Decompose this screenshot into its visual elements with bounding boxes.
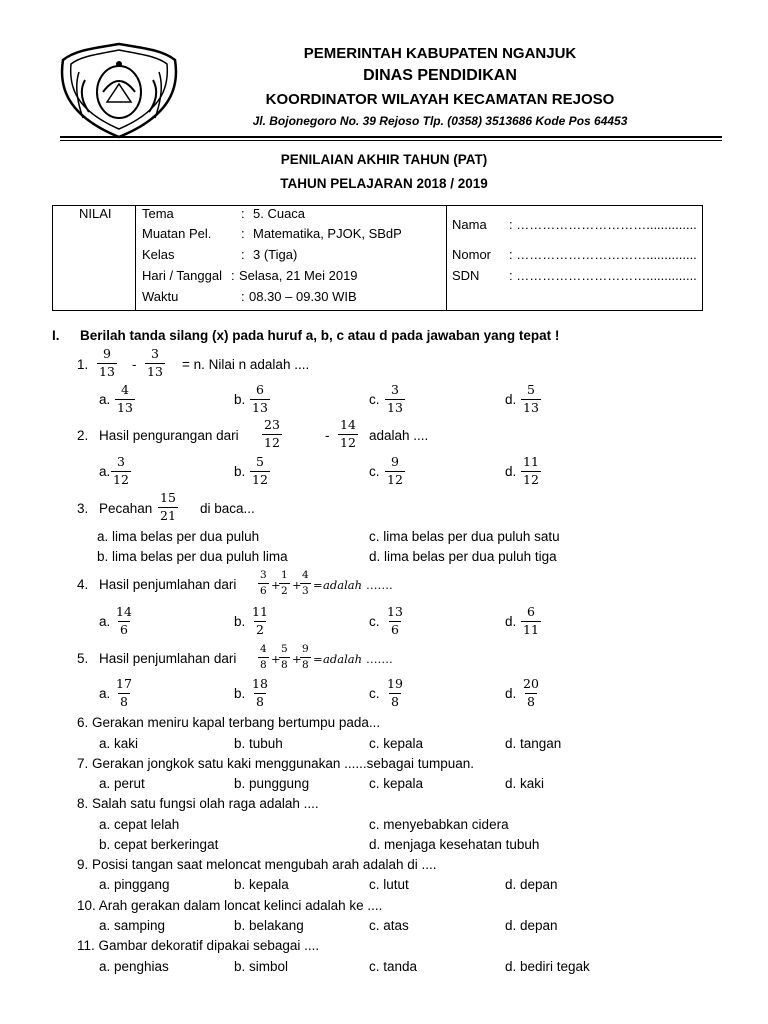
option-c[interactable]: c. kepala <box>369 736 424 751</box>
option-fraction <box>250 678 270 708</box>
info-sep: : <box>241 247 245 262</box>
question-dots: ……. <box>366 652 393 666</box>
number-field[interactable]: : ………………………….............. <box>509 247 697 262</box>
numerator: 13 <box>387 604 403 619</box>
option-fraction <box>385 456 405 486</box>
question-tail: adalah <box>323 578 363 592</box>
fraction <box>97 348 117 378</box>
question-text: 6. Gerakan meniru kapal terbang bertumpu pada... <box>77 715 381 730</box>
denominator: 13 <box>523 399 539 415</box>
option-fraction <box>521 678 541 708</box>
option-label[interactable]: b. <box>234 392 246 407</box>
denominator: 13 <box>252 399 268 415</box>
info-label-class: Kelas <box>142 247 175 262</box>
option-fraction <box>385 384 405 414</box>
name-label: Nama <box>452 217 487 232</box>
numerator: 1 <box>281 569 288 581</box>
option-a[interactable]: a. kaki <box>99 736 139 751</box>
info-value-tema: 5. Cuaca <box>253 206 306 221</box>
denominator: 6 <box>390 621 399 637</box>
numerator: 4 <box>260 643 267 655</box>
numerator: 11 <box>523 454 539 469</box>
option-c[interactable]: c. tanda <box>369 959 418 974</box>
fraction <box>258 570 269 596</box>
info-sep: : <box>231 268 235 283</box>
denominator: 12 <box>252 471 268 487</box>
option-label[interactable]: a. <box>99 464 111 479</box>
option-d[interactable]: d. bediri tegak <box>505 959 590 974</box>
info-sep: : <box>241 289 245 304</box>
equals-sign: = <box>313 652 323 666</box>
numerator: 20 <box>523 676 539 691</box>
school-label: SDN <box>452 268 480 283</box>
numerator: 3 <box>116 454 125 469</box>
score-label: NILAI <box>79 206 112 221</box>
option-b[interactable]: b. lima belas per dua puluh lima <box>97 549 288 564</box>
option-b[interactable]: b. belakang <box>234 918 304 933</box>
denominator: 12 <box>523 471 539 487</box>
numerator: 5 <box>526 382 535 397</box>
question-text: 8. Salah satu fungsi olah raga adalah .... <box>77 796 319 811</box>
equals-sign: = <box>313 578 323 592</box>
option-label[interactable]: b. <box>234 686 246 701</box>
denominator: 2 <box>255 621 264 637</box>
option-b[interactable]: b. tubuh <box>234 736 283 751</box>
minus-sign: - <box>132 357 137 372</box>
option-label[interactable]: d. <box>505 464 517 479</box>
numerator: 14 <box>340 417 356 432</box>
option-a[interactable]: a. cepat lelah <box>99 817 180 832</box>
option-b[interactable]: b. simbol <box>234 959 289 974</box>
option-label[interactable]: d. <box>505 614 517 629</box>
fraction <box>258 644 269 670</box>
plus-sign: + <box>292 578 302 592</box>
question-number: 5. <box>77 651 89 666</box>
numerator: 6 <box>526 604 535 619</box>
header-rule-thick <box>60 136 722 138</box>
school-field[interactable]: : ………………………….............. <box>509 268 697 283</box>
name-field[interactable]: : ………………………….............. <box>509 217 697 232</box>
header-address: Jl. Bojonegoro No. 39 Rejoso Tlp. (0358) 3513686 Kode Pos 64453 <box>252 114 628 128</box>
denominator: 21 <box>160 507 176 523</box>
denominator: 8 <box>281 658 288 671</box>
numerator: 3 <box>150 346 159 361</box>
table-divider <box>135 206 136 310</box>
question-text: 9. Posisi tangan saat meloncat mengubah arah adalah di .... <box>77 857 437 872</box>
option-d[interactable]: d. menjaga kesehatan tubuh <box>369 837 540 852</box>
option-b[interactable]: b. cepat berkeringat <box>99 837 219 852</box>
numerator: 5 <box>255 454 264 469</box>
denominator: 3 <box>302 584 309 597</box>
denominator: 8 <box>255 693 264 709</box>
question-number: 4. <box>77 577 89 592</box>
option-label[interactable]: a. <box>99 686 111 701</box>
numerator: 9 <box>102 346 111 361</box>
option-a[interactable]: a. lima belas per dua puluh <box>97 529 260 544</box>
option-label[interactable]: b. <box>234 464 246 479</box>
question-tail: adalah .... <box>369 428 429 443</box>
option-c[interactable]: c. kepala <box>369 776 424 791</box>
option-label[interactable]: a. <box>99 392 111 407</box>
numerator: 15 <box>160 490 176 505</box>
denominator: 6 <box>119 621 128 637</box>
option-c[interactable]: c. lima belas per dua puluh satu <box>369 529 560 544</box>
plus-sign: + <box>271 652 281 666</box>
option-fraction <box>114 678 134 708</box>
option-label[interactable]: d. <box>505 686 517 701</box>
question-number: 1. <box>77 357 89 372</box>
question-number: 2. <box>77 428 89 443</box>
numerator: 17 <box>116 676 132 691</box>
option-d[interactable]: d. lima belas per dua puluh tiga <box>369 549 557 564</box>
info-sep: : <box>241 206 245 221</box>
denominator: 13 <box>117 399 133 415</box>
option-a[interactable]: a. samping <box>99 918 166 933</box>
option-label[interactable]: c. <box>369 464 380 479</box>
numerator: 19 <box>387 676 403 691</box>
numerator: 3 <box>390 382 399 397</box>
option-c[interactable]: c. menyebabkan cidera <box>369 817 509 832</box>
fraction <box>338 419 358 449</box>
numerator: 11 <box>252 604 268 619</box>
option-label[interactable]: c. <box>369 614 380 629</box>
option-fraction <box>385 678 405 708</box>
plus-sign: + <box>271 578 281 592</box>
numerator: 14 <box>116 604 132 619</box>
info-label-time: Waktu <box>142 289 179 304</box>
denominator: 12 <box>387 471 403 487</box>
fraction <box>158 492 178 522</box>
option-a[interactable]: a. pinggang <box>99 877 170 892</box>
numerator: 4 <box>120 382 129 397</box>
option-a[interactable]: a. perut <box>99 776 145 791</box>
denominator: 12 <box>113 471 129 487</box>
denominator: 8 <box>526 693 535 709</box>
option-fraction <box>250 606 270 636</box>
question-text: 7. Gerakan jongkok satu kaki menggunakan ......sebagai tumpuan. <box>77 756 474 771</box>
option-b[interactable]: b. kepala <box>234 877 289 892</box>
option-label[interactable]: b. <box>234 614 246 629</box>
option-fraction <box>250 456 270 486</box>
question-text: Hasil penjumlahan dari <box>99 577 237 592</box>
option-fraction <box>521 384 541 414</box>
question-dots: ……. <box>366 578 393 592</box>
option-fraction <box>250 384 270 414</box>
option-fraction <box>385 606 405 636</box>
plus-sign: + <box>292 652 302 666</box>
section-instruction: Berilah tanda silang (x) pada huruf a, b, c atau d pada jawaban yang tepat ! <box>80 328 560 343</box>
minus-sign: - <box>325 428 330 443</box>
info-label-tema: Tema <box>142 206 174 221</box>
question-text: 11. Gambar dekoratif dipakai sebagai .... <box>77 938 320 953</box>
fraction <box>145 348 165 378</box>
question-text: Pecahan <box>99 501 153 516</box>
option-label[interactable]: a. <box>99 614 111 629</box>
option-d[interactable]: d. depan <box>505 918 558 933</box>
exam-title: PENILAIAN AKHIR TAHUN (PAT) <box>280 152 488 167</box>
info-value-subject: Matematika, PJOK, SBdP <box>253 226 402 241</box>
table-divider <box>446 206 447 310</box>
numerator: 6 <box>255 382 264 397</box>
header-department: DINAS PENDIDIKAN <box>363 67 517 84</box>
numerator: 3 <box>260 569 267 581</box>
denominator: 8 <box>302 658 309 671</box>
question-text: = n. Nilai n adalah .... <box>182 357 310 372</box>
question-tail: di baca... <box>200 501 255 516</box>
denominator: 13 <box>387 399 403 415</box>
fraction <box>300 644 311 670</box>
option-c[interactable]: c. atas <box>369 918 409 933</box>
denominator: 8 <box>119 693 128 709</box>
exam-info-table <box>52 205 703 311</box>
numerator: 5 <box>281 643 288 655</box>
question-text: Hasil pengurangan dari <box>99 428 239 443</box>
numerator: 9 <box>302 643 309 655</box>
option-fraction <box>111 456 131 486</box>
denominator: 13 <box>99 363 115 379</box>
number-label: Nomor <box>452 247 492 262</box>
info-value-class: 3 (Tiga) <box>253 247 298 262</box>
info-label-subject: Muatan Pel. <box>142 226 212 241</box>
option-c[interactable]: c. lutut <box>369 877 409 892</box>
numerator: 23 <box>264 417 280 432</box>
fraction <box>279 570 290 596</box>
option-label[interactable]: d. <box>505 392 517 407</box>
option-fraction <box>114 606 134 636</box>
header-coordinator: KOORDINATOR WILAYAH KECAMATAN REJOSO <box>265 91 615 108</box>
denominator: 8 <box>390 693 399 709</box>
denominator: 2 <box>281 584 288 597</box>
denominator: 12 <box>264 434 280 450</box>
numerator: 9 <box>390 454 399 469</box>
denominator: 11 <box>523 621 539 637</box>
option-fraction <box>521 456 541 486</box>
info-sep: : <box>241 226 245 241</box>
header-government: PEMERINTAH KABUPATEN NGANJUK <box>303 45 577 62</box>
option-label[interactable]: c. <box>369 686 380 701</box>
exam-year: TAHUN PELAJARAN 2018 / 2019 <box>280 176 488 191</box>
header-rule-thin <box>60 140 722 141</box>
numerator: 18 <box>252 676 268 691</box>
section-number: I. <box>52 328 60 343</box>
info-label-date: Hari / Tanggal <box>142 268 222 283</box>
denominator: 8 <box>260 658 267 671</box>
denominator: 13 <box>147 363 163 379</box>
option-d[interactable]: d. depan <box>505 877 558 892</box>
option-d[interactable]: d. kaki <box>505 776 545 791</box>
info-value-date: Selasa, 21 Mei 2019 <box>239 268 358 283</box>
question-text: 10. Arah gerakan dalam loncat kelinci adalah ke .... <box>77 898 383 913</box>
option-fraction <box>521 606 541 636</box>
info-value-time: 08.30 – 09.30 WIB <box>249 289 357 304</box>
question-tail: adalah <box>323 652 363 666</box>
question-text: Hasil penjumlahan dari <box>99 651 237 666</box>
denominator: 12 <box>340 434 356 450</box>
option-d[interactable]: d. tangan <box>505 736 562 751</box>
question-number: 3. <box>77 501 89 516</box>
fraction <box>279 644 290 670</box>
option-a[interactable]: a. penghias <box>99 959 169 974</box>
numerator: 4 <box>302 569 309 581</box>
option-label[interactable]: c. <box>369 392 380 407</box>
denominator: 6 <box>260 584 267 597</box>
fraction <box>262 419 282 449</box>
option-fraction <box>115 384 135 414</box>
fraction <box>300 570 311 596</box>
option-b[interactable]: b. punggung <box>234 776 310 791</box>
